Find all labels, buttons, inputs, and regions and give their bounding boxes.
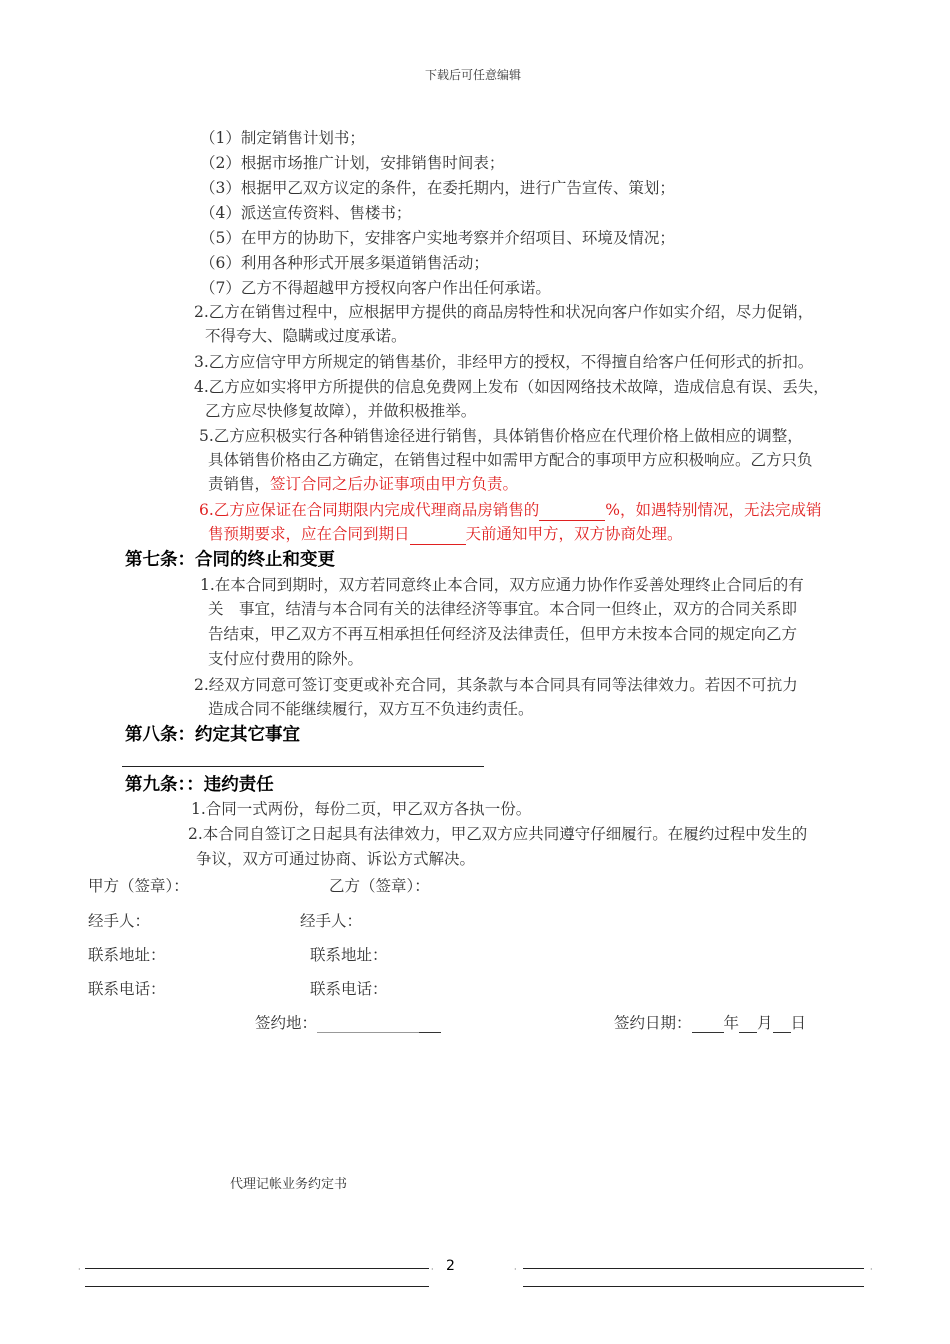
signing-date [614,1011,806,1033]
address-a-label: 联系地址： [88,946,166,964]
percent-blank [539,504,605,521]
clause-5-line-1: 5.乙方应积极实行各种销售途径进行销售，具体销售价格应在代理价格上做相应的调整， [199,427,803,445]
month-blank [739,1016,757,1033]
list-item: （5）在甲方的协助下，安排客户实地考察并介绍项目、环境及情况； [200,229,675,247]
list-item: （3）根据甲乙双方议定的条件，在委托期内，进行广告宣传、策划； [200,179,675,197]
clause-6-line-1-text-a: 6.乙方应保证在合同期限内完成代理商品房销售的 [199,501,540,519]
footer-rule-left-top [85,1268,429,1269]
signing-place [255,1011,441,1033]
clause-5-line-3-highlight: 签订合同之后办证事项由甲方负责。 [270,475,519,493]
clause-2-line-2: 不得夸大、隐瞒或过度承诺。 [205,327,407,345]
footer-rule-right-bottom [523,1286,864,1287]
list-item: （7）乙方不得超越甲方授权向客户作出任何承诺。 [200,279,551,297]
clause-6-line-2 [208,523,683,545]
clause-6-line-2-text-b: 天前通知甲方，双方协商处理。 [465,525,683,543]
clause-6-line-1-text-b: %，如遇特别情况，无法完成销 [605,501,822,519]
handler-b-label: 经手人： [300,912,363,930]
party-b-seal-label: 乙方（签章）： [329,877,430,895]
signing-date-label: 签约日期： [614,1014,692,1032]
days-blank [410,528,466,545]
handler-a-label: 经手人： [88,912,151,930]
article-7-p1-line-2: 关 事宜，结清与本合同有关的法律经济等事宜。本合同一但终止，双方的合同关系即 [208,600,798,618]
article-9-p2-line-1: 2.本合同自签订之日起具有法律效力，甲乙双方应共同遵守仔细履行。在履约过程中发生的 [188,825,808,843]
day-blank [773,1016,791,1033]
list-item: （1）制定销售计划书； [200,129,365,147]
clause-5-line-3 [208,473,518,495]
phone-a-label: 联系电话： [88,980,166,998]
article-7-title: 第七条：合同的终止和变更 [125,550,335,570]
signing-place-label: 签约地： [255,1014,318,1032]
footer-dot-mid-left: · [431,1265,434,1274]
footer-doc-title: 代理记帐业务约定书 [230,1177,348,1192]
header-note: 下载后可任意编辑 [425,68,522,82]
footer-dot-mid-right: · [514,1265,517,1274]
clause-3-line-1: 3.乙方应信守甲方所规定的销售基价，非经甲方的授权，不得擅自给客户任何形式的折扣。 [194,353,814,371]
year-label: 年 [723,1014,740,1032]
page-number: 2 [446,1258,455,1274]
footer-dot-left: · [78,1265,81,1274]
clause-5-line-2: 具体销售价格由乙方确定，在销售过程中如需甲方配合的事项甲方应积极响应。乙方只负 [208,451,813,469]
signing-place-blank-end [419,1016,441,1033]
clause-4-line-2: 乙方应尽快修复故障），并做积极推举。 [205,402,477,420]
article-9-p1: 1.合同一式两份，每份二页，甲乙双方各执一份。 [191,800,532,818]
article-7-p2-line-1: 2.经双方同意可签订变更或补充合同，其条款与本合同具有同等法律效力。若因不可抗力 [194,676,798,694]
clause-2-line-1: 2.乙方在销售过程中，应根据甲方提供的商品房特性和状况向客户作如实介绍，尽力促销， [194,303,814,321]
article-7-p1-line-3: 告结束，甲乙双方不再互相承担任何经济及法律责任，但甲方未按本合同的规定向乙方 [208,625,798,643]
list-item: （6）利用各种形式开展多渠道销售活动； [200,254,489,272]
clause-6-line-1 [199,499,822,521]
article-9-p2-line-2: 争议，双方可通过协商、诉讼方式解决。 [196,850,476,868]
article-8-title: 第八条：约定其它事宜 [125,725,300,745]
footer-rule-right-top [523,1268,864,1269]
year-blank [692,1016,724,1033]
month-label: 月 [757,1014,773,1032]
footer-rule-left-bottom [85,1286,429,1287]
phone-b-label: 联系电话： [310,980,388,998]
article-9-title: 第九条：：违约责任 [125,775,274,795]
signing-place-blank [317,1016,419,1033]
party-a-seal-label: 甲方（签章）： [88,877,189,895]
list-item: （4）派送宣传资料、售楼书； [200,204,412,222]
article-7-p1-line-1: 1.在本合同到期时，双方若同意终止本合同，双方应通力协作作妥善处理终止合同后的有 [200,576,804,594]
clause-6-line-2-text-a: 售预期要求，应在合同到期日 [208,525,410,543]
address-b-label: 联系地址： [310,946,388,964]
day-label: 日 [790,1014,807,1032]
footer-dot-right: · [870,1265,873,1274]
list-item: （2）根据市场推广计划，安排销售时间表； [200,154,505,172]
article-8-blank-line [122,766,484,767]
article-7-p2-line-2: 造成合同不能继续履行，双方互不负违约责任。 [208,700,534,718]
clause-5-line-3-plain: 责销售， [208,475,271,493]
article-7-p1-line-4: 支付应付费用的除外。 [208,650,364,668]
clause-4-line-1: 4.乙方应如实将甲方所提供的信息免费网上发布（如因网络技术故障，造成信息有误、丢失， [194,378,829,396]
